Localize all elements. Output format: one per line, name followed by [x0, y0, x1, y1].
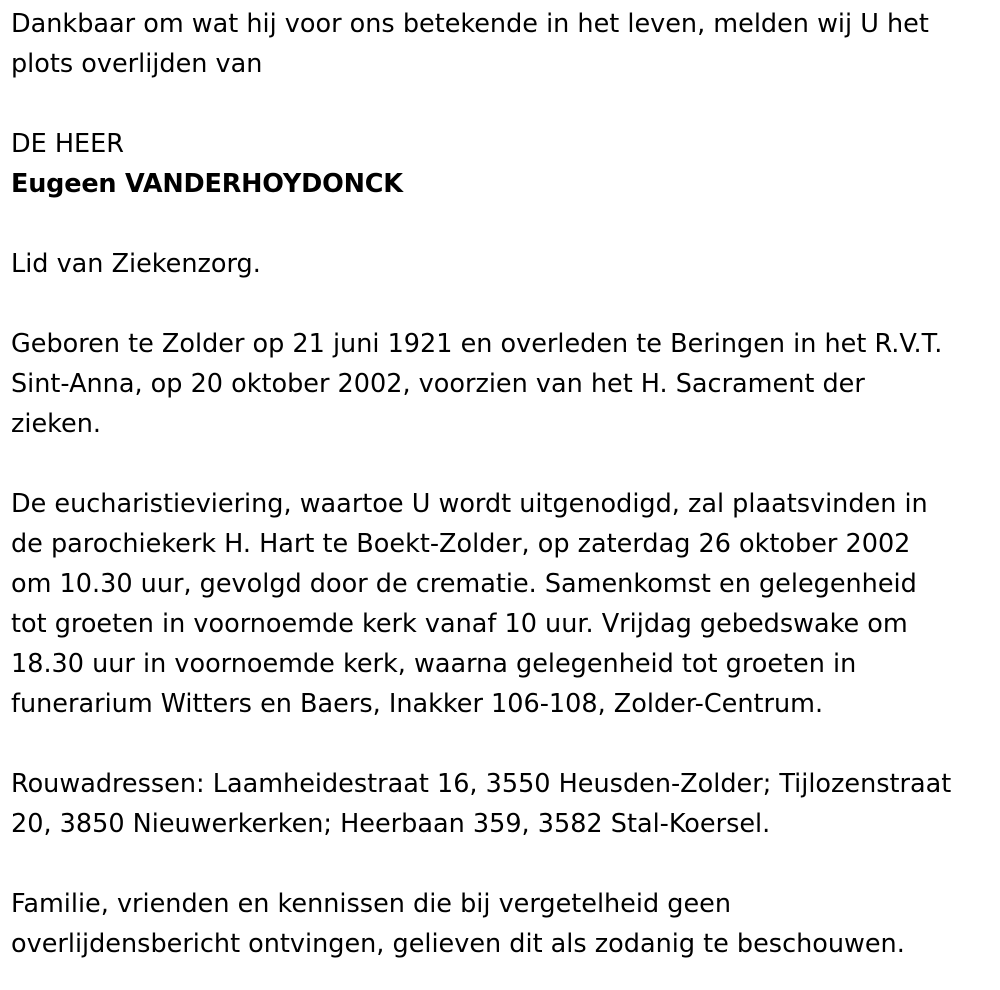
ceremony-line: 18.30 uur in voornoemde kerk, waarna gelegenheid tot groeten in — [11, 649, 857, 679]
membership-paragraph — [11, 244, 991, 284]
ceremony-line: funerarium Witters en Baers, Inakker 106-108, Zolder-Centrum. — [11, 689, 824, 719]
ceremony-line: om 10.30 uur, gevolgd door de crematie. Samenkomst en gelegenheid — [11, 569, 917, 599]
honorific: DE HEER — [11, 129, 124, 159]
paragraph-gap — [11, 844, 991, 884]
closing-line: overlijdensbericht ontvingen, gelieven dit als zodanig te beschouwen. — [11, 929, 905, 959]
birth-death-paragraph — [11, 324, 991, 444]
paragraph-gap — [11, 284, 991, 324]
birth-death-line: Sint-Anna, op 20 oktober 2002, voorzien van het H. Sacrament der — [11, 369, 865, 399]
ceremony-line: de parochiekerk H. Hart te Boekt-Zolder, op zaterdag 26 oktober 2002 — [11, 529, 911, 559]
intro-paragraph — [11, 4, 991, 84]
ceremony-line: De eucharistieviering, waartoe U wordt uitgenodigd, zal plaatsvinden in — [11, 489, 928, 519]
intro-line: plots overlijden van — [11, 49, 263, 79]
deceased-name: Eugeen VANDERHOYDONCK — [11, 169, 403, 199]
paragraph-gap — [11, 84, 991, 124]
paragraph-gap — [11, 444, 991, 484]
ceremony-line: tot groeten in voornoemde kerk vanaf 10 uur. Vrijdag gebedswake om — [11, 609, 908, 639]
closing-line: Familie, vrienden en kennissen die bij vergetelheid geen — [11, 889, 731, 919]
paragraph-gap — [11, 204, 991, 244]
addresses-line: Rouwadressen: Laamheidestraat 16, 3550 Heusden-Zolder; Tijlozenstraat — [11, 769, 952, 799]
closing-paragraph — [11, 884, 991, 964]
paragraph-gap — [11, 724, 991, 764]
intro-line: Dankbaar om wat hij voor ons betekende in het leven, melden wij U het — [11, 9, 929, 39]
addresses-paragraph — [11, 764, 991, 844]
membership-line: Lid van Ziekenzorg. — [11, 249, 261, 279]
birth-death-line: Geboren te Zolder op 21 juni 1921 en overleden te Beringen in het R.V.T. — [11, 329, 943, 359]
obituary-document — [11, 4, 991, 964]
deceased-title — [11, 124, 991, 204]
birth-death-line: zieken. — [11, 409, 101, 439]
ceremony-paragraph — [11, 484, 991, 724]
addresses-line: 20, 3850 Nieuwerkerken; Heerbaan 359, 3582 Stal-Koersel. — [11, 809, 771, 839]
